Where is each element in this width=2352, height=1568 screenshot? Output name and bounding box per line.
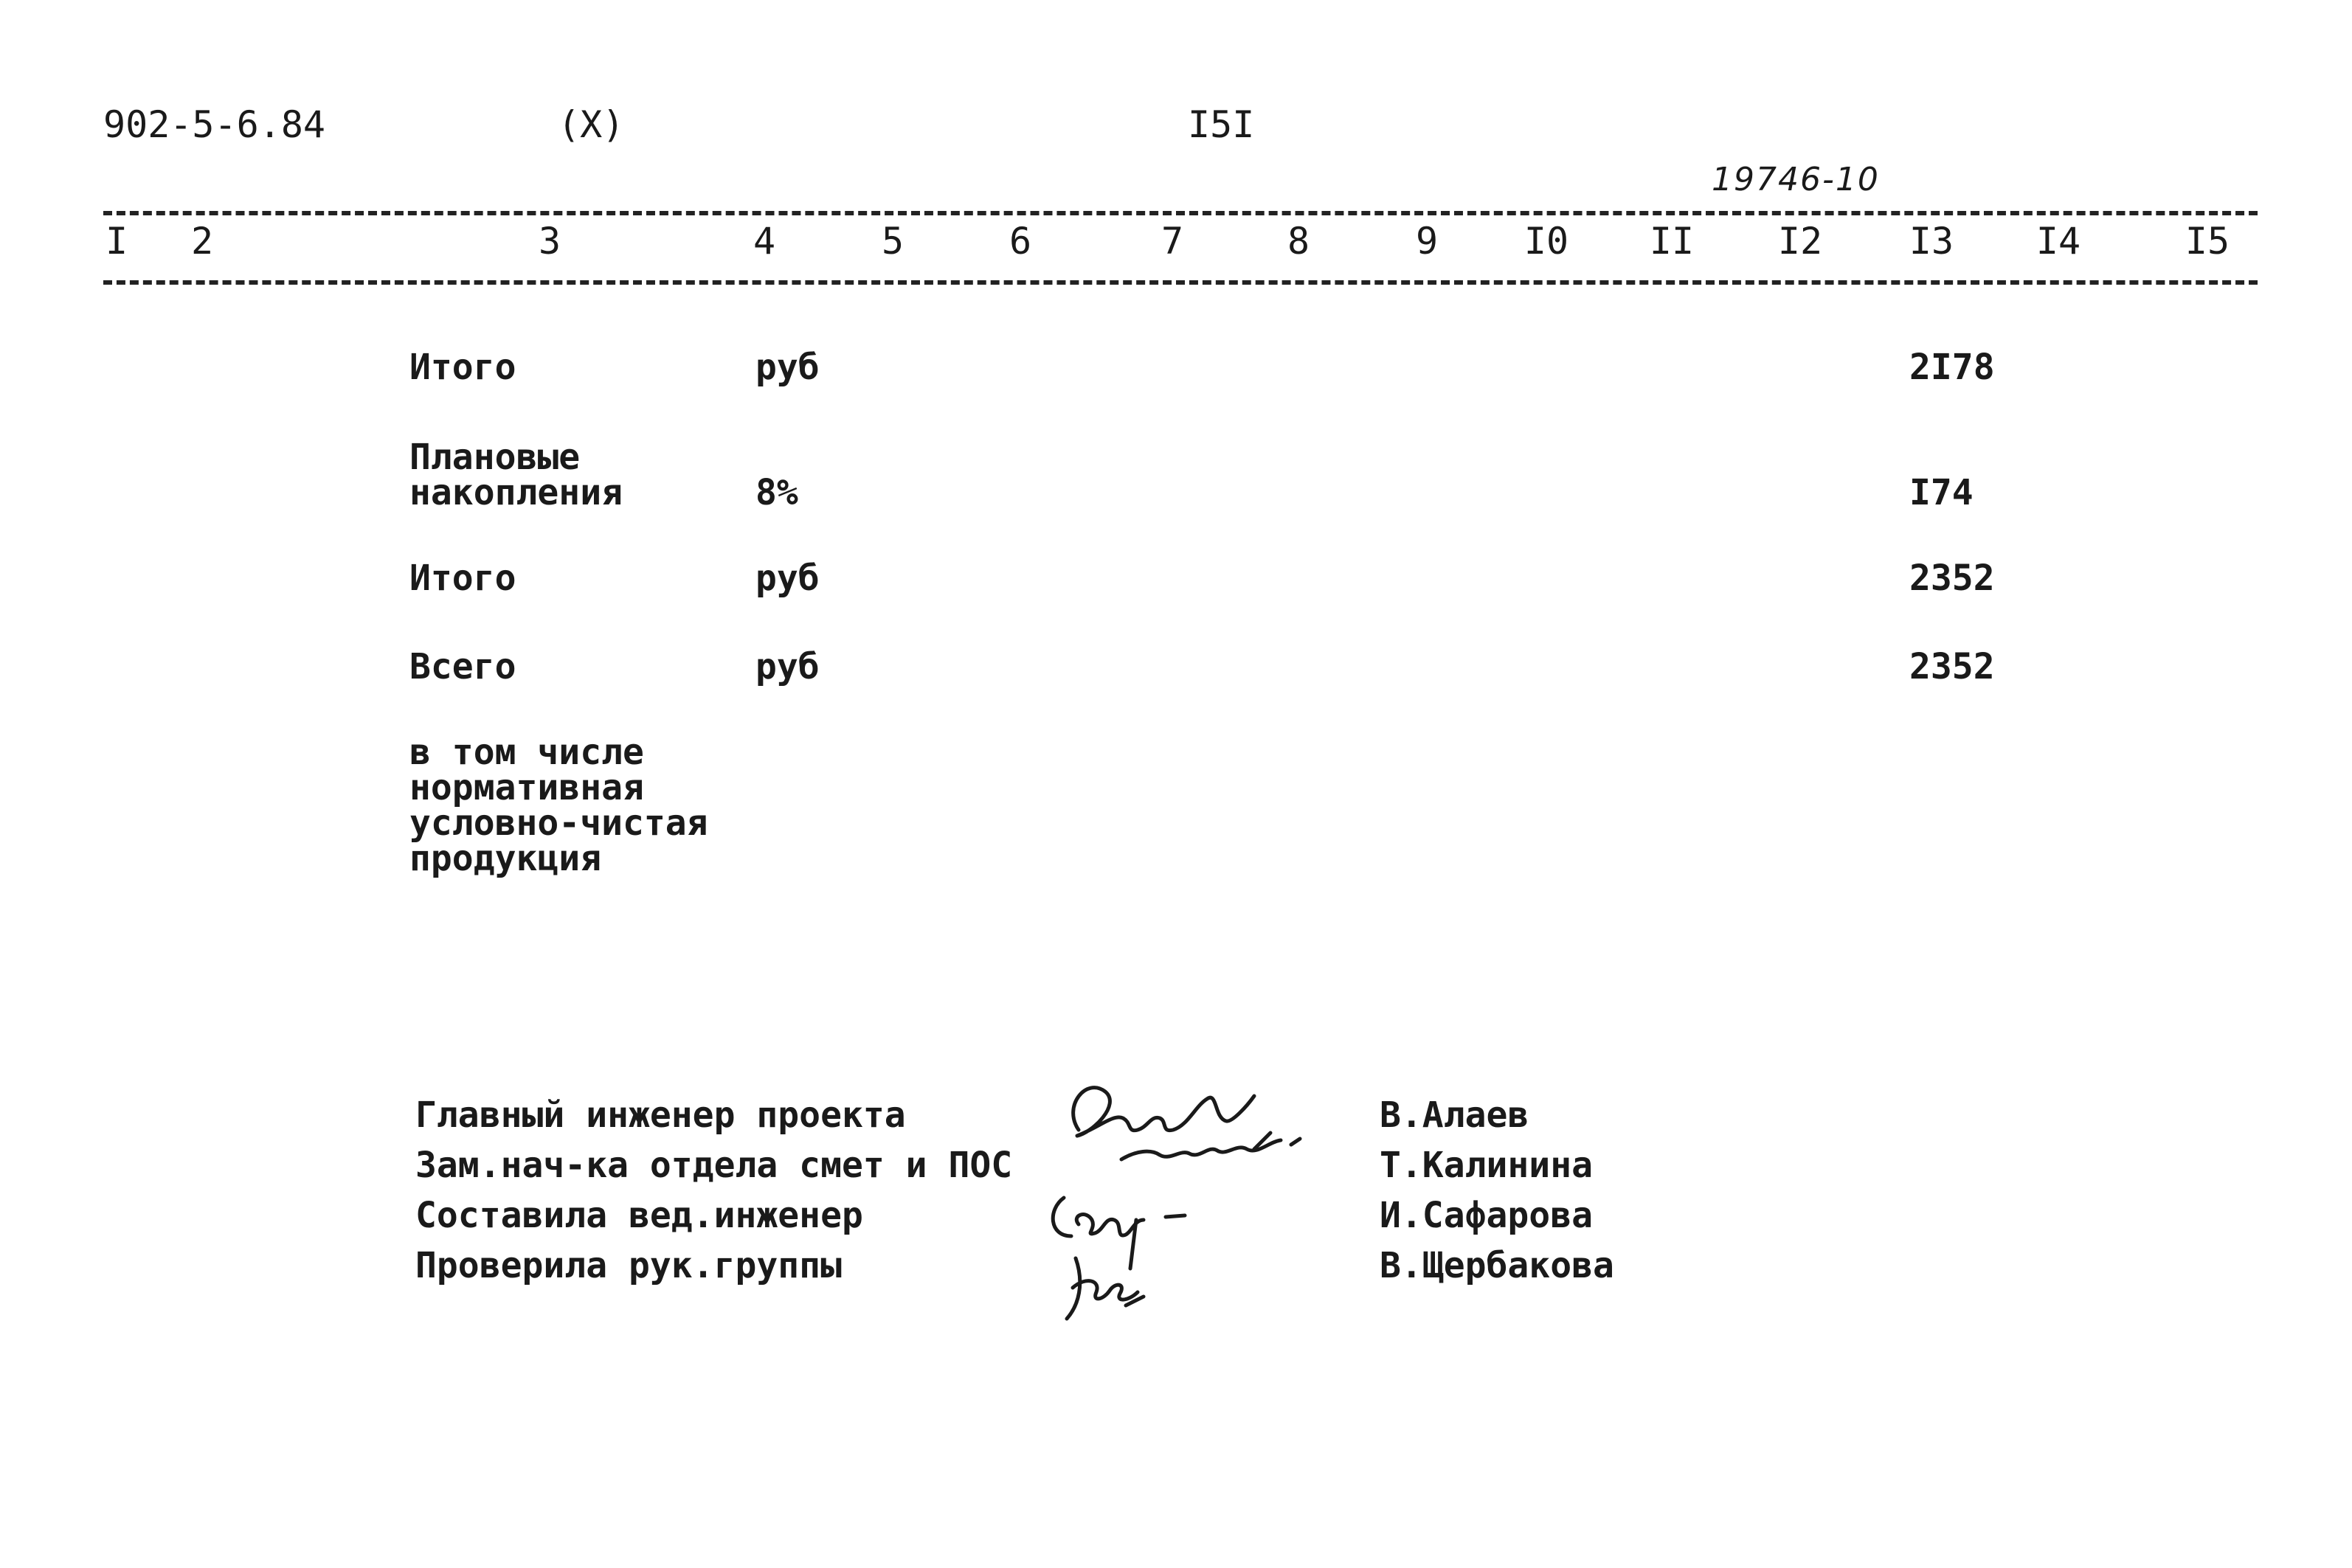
row-label: Всего bbox=[409, 646, 516, 687]
row-label: в том числе нормативная условно-чистая продукция bbox=[409, 732, 708, 879]
signature-scribble bbox=[1121, 1133, 1300, 1159]
column-number: I4 bbox=[2035, 220, 2081, 263]
row-unit: руб bbox=[755, 646, 820, 687]
signatory-name: В.Щербакова bbox=[1380, 1245, 1614, 1286]
row-label: Итого bbox=[409, 347, 516, 388]
row-unit: 8% bbox=[755, 472, 798, 513]
signatory-name: Т.Калинина bbox=[1380, 1145, 1593, 1186]
column-number: I5 bbox=[2185, 220, 2230, 263]
document-code: 902-5-6.84 bbox=[103, 103, 326, 146]
row-label: Итого bbox=[409, 558, 516, 599]
column-number: I3 bbox=[1909, 220, 1954, 263]
table-top-rule bbox=[103, 211, 2258, 215]
signatory-role: Проверила рук.группы bbox=[415, 1245, 842, 1286]
row-value: I74 bbox=[1909, 472, 1974, 513]
column-number: II bbox=[1649, 220, 1695, 263]
row-unit: руб bbox=[755, 347, 820, 388]
archive-number: 19746-10 bbox=[1712, 161, 1880, 198]
handwritten-signatures bbox=[1033, 1062, 1343, 1335]
column-number: 8 bbox=[1287, 220, 1310, 263]
column-number: I2 bbox=[1777, 220, 1823, 263]
signatory-name: И.Сафарова bbox=[1380, 1195, 1593, 1236]
signatory-role: Составила вед.инженер bbox=[415, 1195, 863, 1236]
row-value: 2I78 bbox=[1909, 347, 1995, 388]
row-label: Плановые накопления bbox=[409, 437, 623, 513]
column-number: 2 bbox=[190, 220, 214, 263]
column-number: I0 bbox=[1523, 220, 1569, 263]
signatory-role: Главный инженер проекта bbox=[415, 1095, 906, 1136]
page-number: I5I bbox=[1188, 103, 1255, 146]
column-number: I bbox=[105, 220, 128, 263]
row-unit: руб bbox=[755, 558, 820, 599]
column-number: 4 bbox=[753, 220, 776, 263]
section-marker: (X) bbox=[558, 103, 625, 146]
signature-scribble bbox=[1073, 1088, 1254, 1136]
signatory-role: Зам.нач-ка отдела смет и ПОС bbox=[415, 1145, 1013, 1186]
column-number: 3 bbox=[538, 220, 561, 263]
column-number: 6 bbox=[1009, 220, 1032, 263]
signature-scribble bbox=[1053, 1198, 1185, 1269]
column-number: 5 bbox=[881, 220, 905, 263]
table-header-bottom-rule bbox=[103, 280, 2258, 285]
column-number: 7 bbox=[1161, 220, 1184, 263]
column-number: 9 bbox=[1415, 220, 1439, 263]
row-value: 2352 bbox=[1909, 558, 1995, 599]
row-value: 2352 bbox=[1909, 646, 1995, 687]
signatory-name: В.Алаев bbox=[1380, 1095, 1529, 1136]
